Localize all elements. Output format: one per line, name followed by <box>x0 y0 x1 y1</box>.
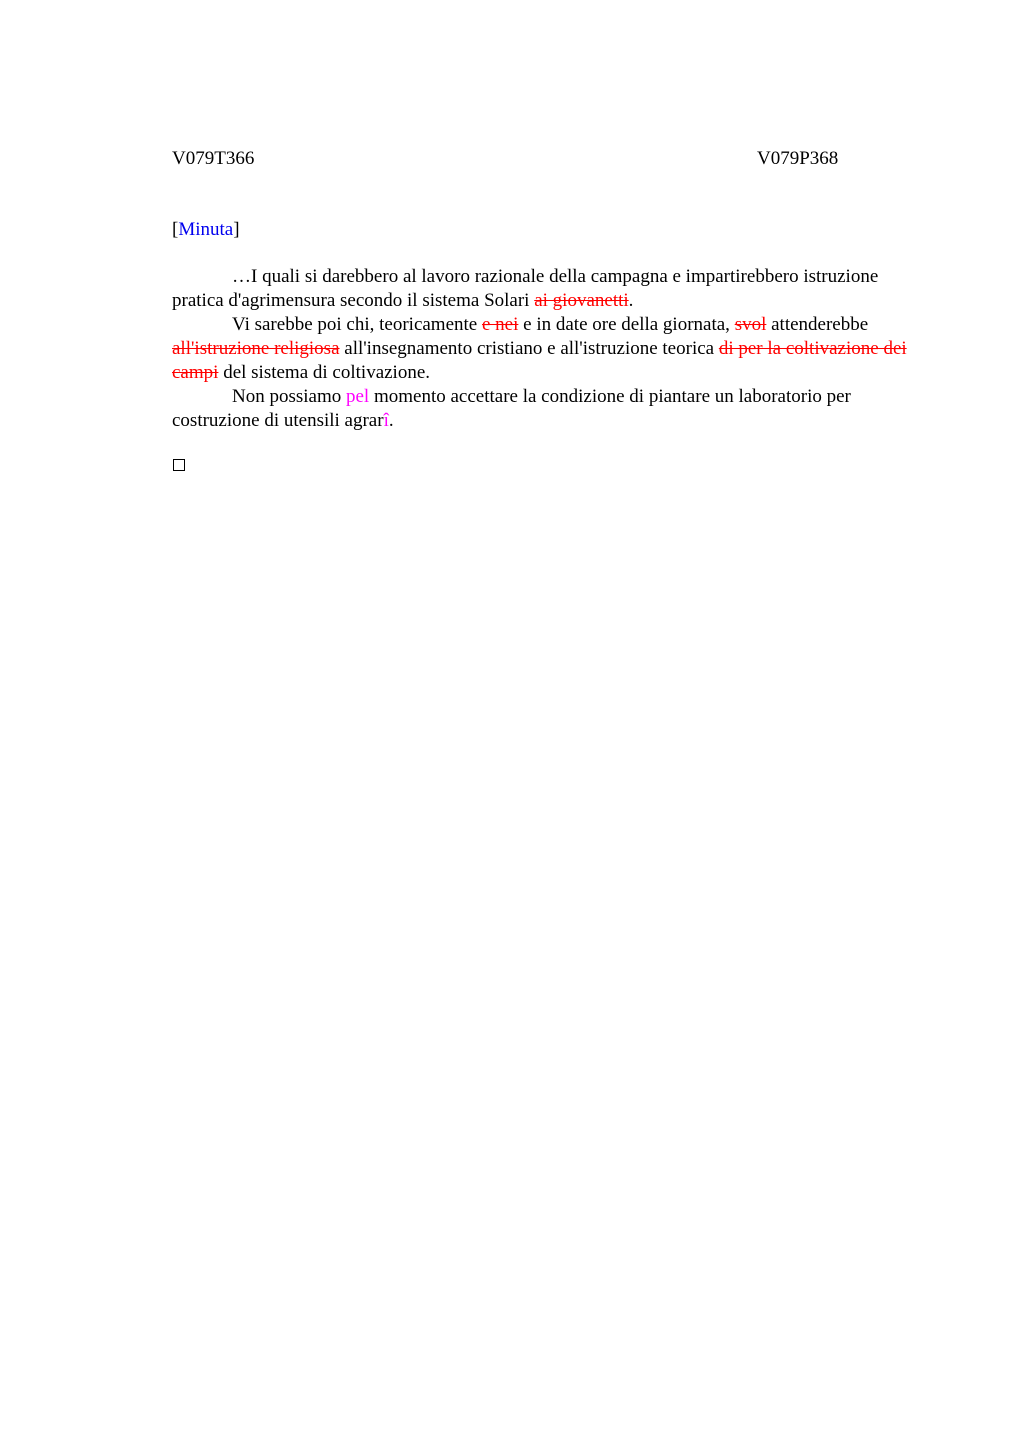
paragraph-2-text-4: all'insegnamento cristiano e all'istruzione teorica <box>339 338 719 359</box>
heading-close-bracket: ] <box>233 219 240 240</box>
paragraph-1 <box>172 265 932 313</box>
section-heading <box>172 218 240 242</box>
heading-open-bracket: [ <box>172 219 179 240</box>
paragraph-2-text-2: e in date ore della giornata, <box>518 314 735 335</box>
paragraph-2-deletion-2: svol <box>734 314 767 335</box>
paragraph-2-deletion-3: all'istruzione religiosa <box>172 338 340 359</box>
paragraph-3-addition-2: î <box>383 410 389 431</box>
document-code-left: V079T366 <box>172 148 255 169</box>
end-marker-box <box>173 459 185 471</box>
paragraph-2-deletion-4: di per la coltivazione dei campi <box>172 338 907 383</box>
paragraph-1-text-1: …I quali si darebbero al lavoro razionale della campagna e impartirebbero istruzione pratica d'agrimensura secondo il sistema Solari <box>172 266 879 311</box>
paragraph-2-deletion-1: e nei <box>481 314 519 335</box>
letter-body <box>172 265 932 433</box>
paragraph-3-addition-1: pel <box>346 386 370 407</box>
paragraph-1-text-2: . <box>628 290 634 311</box>
heading-label: Minuta <box>178 219 234 240</box>
paragraph-1-deletion-1: ai giovanetti <box>534 290 629 311</box>
document-code-right: V079P368 <box>757 148 839 169</box>
paragraph-2 <box>172 313 932 385</box>
paragraph-2-text-5: del sistema di coltivazione. <box>218 362 431 383</box>
paragraph-3-text-2: momento accettare la condizione di piantare un laboratorio per costruzione di utensili agrar <box>172 386 851 431</box>
paragraph-3 <box>172 385 932 433</box>
paragraph-2-text-1: Vi sarebbe poi chi, teoricamente <box>232 314 482 335</box>
paragraph-2-text-3: attenderebbe <box>766 314 869 335</box>
paragraph-3-text-1: Non possiamo <box>232 386 346 407</box>
paragraph-3-text-3: . <box>388 410 394 431</box>
